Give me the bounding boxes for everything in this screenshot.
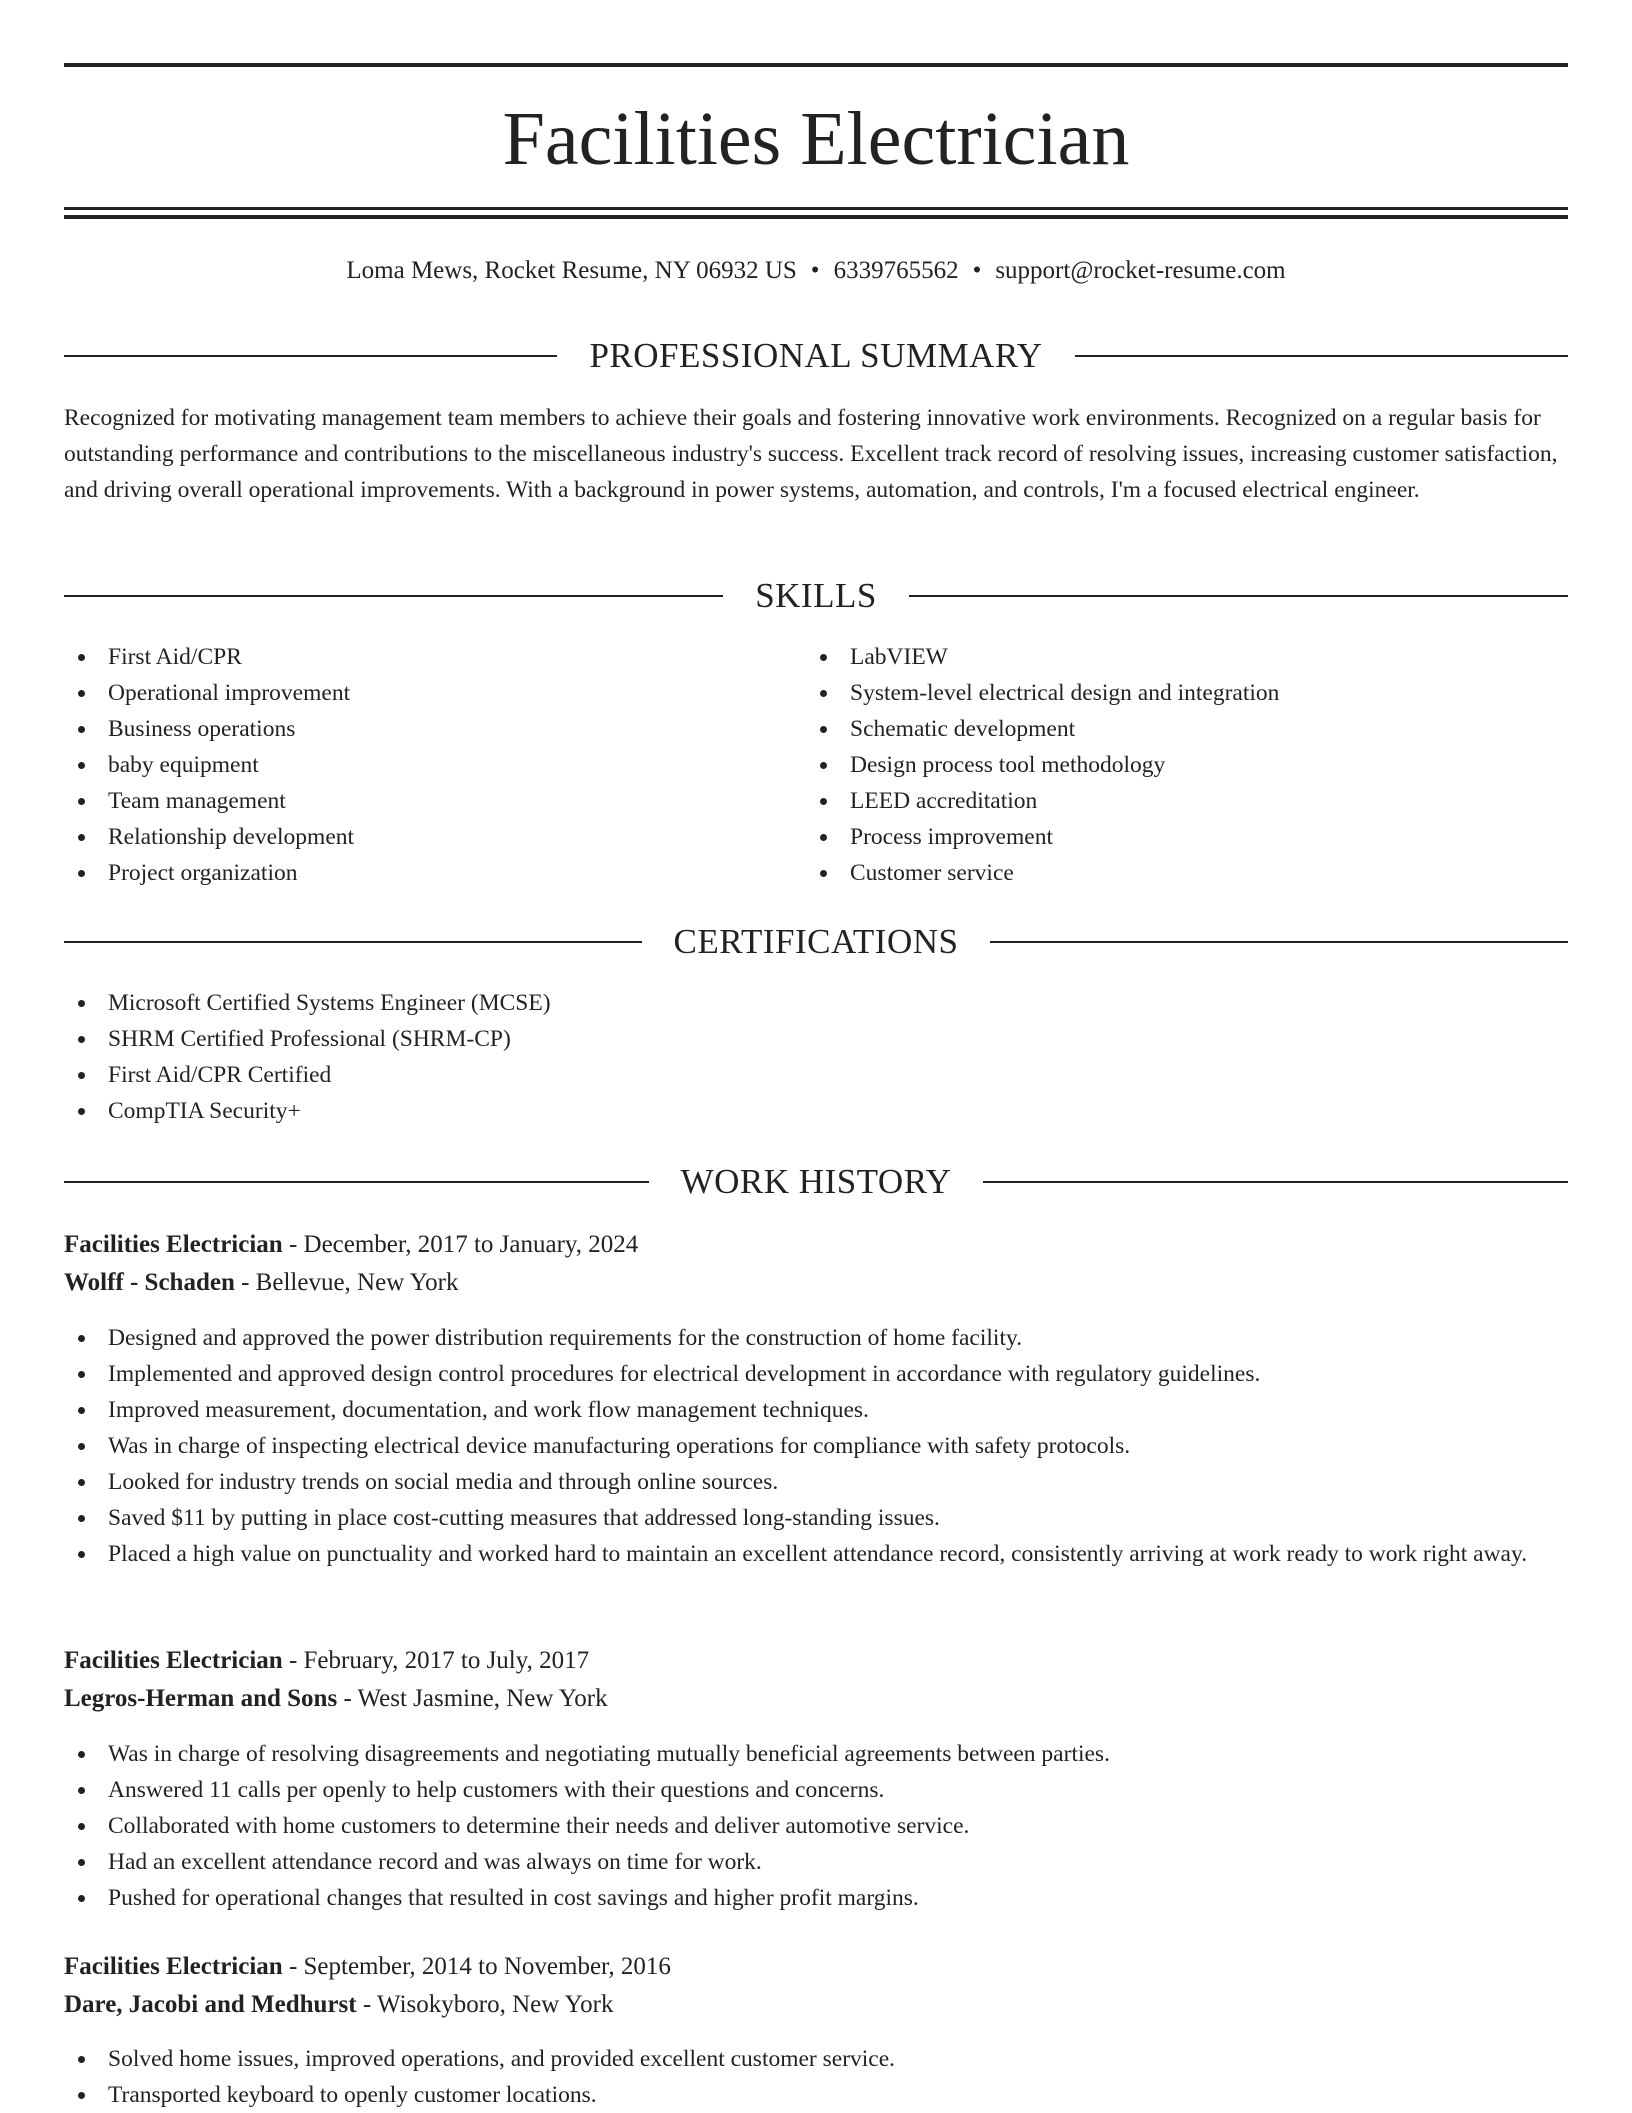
job-location: - Wisokyboro, New York: [356, 1991, 614, 2018]
job-title-line: [64, 1642, 1568, 1680]
list-item: Looked for industry trends on social media and through online sources.: [64, 1464, 1568, 1500]
list-item: Operational improvement: [64, 675, 784, 711]
divider: [64, 941, 642, 943]
contact-separator: •: [810, 257, 820, 284]
work-history-section-heading: [64, 1160, 1568, 1204]
job-title-line: [64, 1948, 1568, 1986]
divider: [990, 941, 1568, 943]
divider: [1075, 355, 1568, 357]
list-item: Was in charge of inspecting electrical device manufacturing operations for compliance with safety protocols.: [64, 1428, 1568, 1464]
certifications-section-heading: [64, 920, 1568, 964]
section-title: CERTIFICATIONS: [673, 922, 959, 961]
certifications-list: [64, 985, 1568, 1129]
job-title-line: [64, 1226, 1568, 1264]
list-item: CompTIA Security+: [64, 1093, 1568, 1129]
header-double-rule-top: [64, 207, 1568, 210]
job-entry: [64, 1642, 1568, 1718]
section-title: WORK HISTORY: [680, 1162, 952, 1201]
divider: [983, 1181, 1568, 1183]
job-company: Dare, Jacobi and Medhurst: [64, 1991, 357, 2018]
list-item: Microsoft Certified Systems Engineer (MCSE): [64, 985, 1568, 1021]
list-item: Pushed for operational changes that resulted in cost savings and higher profit margins.: [64, 1880, 1568, 1916]
list-item: Collaborated with home customers to determine their needs and deliver automotive service.: [64, 1808, 1568, 1844]
contact-address: Loma Mews, Rocket Resume, NY 06932 US: [346, 257, 797, 284]
job-entry: [64, 1948, 1568, 2024]
job-bullets: [64, 1736, 1568, 1916]
list-item: Process improvement: [806, 819, 1566, 855]
job-role: Facilities Electrician: [64, 1953, 283, 1980]
job-company-line: [64, 1680, 1568, 1718]
list-item: System-level electrical design and integration: [806, 675, 1566, 711]
job-location: - West Jasmine, New York: [337, 1685, 608, 1712]
summary-text: Recognized for motivating management team members to achieve their goals and fostering innovative work environments. Recognized on a regular basis for outstanding performance and contributions to the miscellaneous industry's success. Excellent track record of resolving issues, increasing customer satisfaction, and driving overall operational improvements. With a background in power systems, automation, and controls, I'm a focused electrical engineer.: [64, 405, 1558, 503]
job-entry: [64, 1226, 1568, 1302]
list-item: Solved home issues, improved operations, and provided excellent customer service.: [64, 2041, 1568, 2077]
list-item: Transported keyboard to openly customer locations.: [64, 2077, 1568, 2113]
skills-list-left: [64, 639, 784, 891]
job-company-line: [64, 1986, 1568, 2024]
list-item: First Aid/CPR: [64, 639, 784, 675]
header-double-rule-bottom: [64, 215, 1568, 219]
list-item: Customer service: [806, 855, 1566, 891]
job-dates: - February, 2017 to July, 2017: [282, 1647, 590, 1674]
section-title: SKILLS: [755, 576, 877, 615]
job-dates: - December, 2017 to January, 2024: [282, 1231, 639, 1258]
divider: [64, 595, 723, 597]
list-item: LabVIEW: [806, 639, 1566, 675]
section-title: PROFESSIONAL SUMMARY: [589, 336, 1043, 375]
list-item: Project organization: [64, 855, 784, 891]
job-company-line: [64, 1264, 1568, 1302]
list-item: First Aid/CPR Certified: [64, 1057, 1568, 1093]
list-item: Design process tool methodology: [806, 747, 1566, 783]
top-rule: [64, 63, 1568, 67]
list-item: LEED accreditation: [806, 783, 1566, 819]
job-location: - Bellevue, New York: [234, 1269, 459, 1296]
list-item: Was in charge of resolving disagreements and negotiating mutually beneficial agreements between parties.: [64, 1736, 1568, 1772]
job-bullets: [64, 2041, 1568, 2113]
list-item: Saved $11 by putting in place cost-cutting measures that addressed long-standing issues.: [64, 1500, 1568, 1536]
job-company: Legros-Herman and Sons: [64, 1685, 338, 1712]
list-item: Improved measurement, documentation, and work flow management techniques.: [64, 1392, 1568, 1428]
list-item: SHRM Certified Professional (SHRM-CP): [64, 1021, 1568, 1057]
list-item: Schematic development: [806, 711, 1566, 747]
contact-email[interactable]: support@rocket-resume.com: [995, 257, 1286, 284]
list-item: baby equipment: [64, 747, 784, 783]
skills-list-right: [806, 639, 1566, 891]
job-bullets: [64, 1320, 1568, 1572]
contact-phone: 6339765562: [833, 257, 959, 284]
divider: [909, 595, 1568, 597]
summary-section-heading: [64, 334, 1568, 378]
list-item: Answered 11 calls per openly to help customers with their questions and concerns.: [64, 1772, 1568, 1808]
list-item: Designed and approved the power distribution requirements for the construction of home facility.: [64, 1320, 1568, 1356]
divider: [64, 1181, 649, 1183]
job-role: Facilities Electrician: [64, 1231, 283, 1258]
list-item: Implemented and approved design control procedures for electrical development in accordance with regulatory guidelines.: [64, 1356, 1568, 1392]
list-item: Placed a high value on punctuality and worked hard to maintain an excellent attendance record, consistently arriving at work ready to work right away.: [64, 1536, 1568, 1572]
list-item: Business operations: [64, 711, 784, 747]
candidate-name: Facilities Electrician: [502, 97, 1130, 181]
job-role: Facilities Electrician: [64, 1647, 283, 1674]
skills-section-heading: [64, 574, 1568, 618]
contact-separator: •: [972, 257, 982, 284]
list-item: Relationship development: [64, 819, 784, 855]
job-company: Wolff - Schaden: [64, 1269, 235, 1296]
list-item: Team management: [64, 783, 784, 819]
list-item: Had an excellent attendance record and was always on time for work.: [64, 1844, 1568, 1880]
job-dates: - September, 2014 to November, 2016: [282, 1953, 671, 1980]
divider: [64, 355, 557, 357]
contact-line: [64, 254, 1568, 288]
